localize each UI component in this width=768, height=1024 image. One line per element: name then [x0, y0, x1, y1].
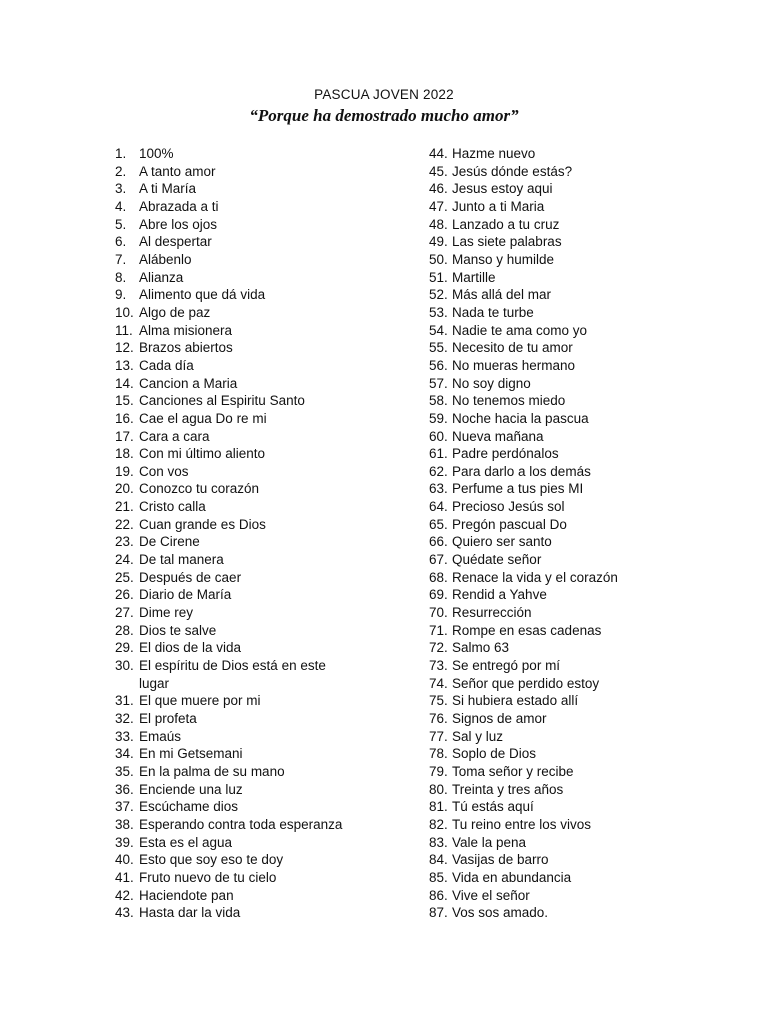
song-list-item: [429, 887, 749, 905]
song-title: Resurrección: [452, 605, 532, 621]
song-number: 79.: [429, 763, 448, 779]
song-title: Alimento que dá vida: [139, 287, 266, 303]
song-list-item: [429, 639, 749, 657]
song-title: De tal manera: [139, 552, 224, 568]
motto-heading: “Porque ha demostrado mucho amor”: [249, 106, 519, 125]
song-title: Las siete palabras: [452, 234, 562, 250]
song-title: No tenemos miedo: [452, 393, 566, 409]
song-number: 70.: [429, 605, 448, 621]
song-list-item: [115, 834, 415, 852]
song-list-item: [115, 198, 415, 216]
song-title: Vasijas de barro: [452, 852, 549, 868]
song-list-item: [115, 251, 415, 269]
song-number: 47.: [429, 198, 448, 214]
song-list-item: [429, 357, 749, 375]
song-list-item: [429, 180, 749, 198]
song-title: Cada día: [139, 357, 194, 373]
song-number: 16.: [115, 410, 134, 426]
song-number: 5.: [115, 216, 127, 232]
song-list-item: [115, 428, 415, 446]
song-title: Escúchame dios: [139, 799, 239, 815]
song-list-item: [115, 375, 415, 393]
song-title: Si hubiera estado allí: [452, 693, 579, 709]
song-number: 52.: [429, 287, 448, 303]
song-list-item: [115, 851, 415, 869]
song-list-item: [115, 622, 415, 640]
song-list-item: [115, 480, 415, 498]
song-title: Necesito de tu amor: [452, 340, 573, 356]
song-title: Jesús dónde estás?: [452, 163, 573, 179]
song-list-item: [115, 163, 415, 181]
song-title: Jesus estoy aqui: [452, 181, 553, 197]
song-number: 80.: [429, 781, 448, 797]
song-number: 27.: [115, 605, 134, 621]
song-title: A ti María: [139, 181, 197, 197]
song-number: 31.: [115, 693, 134, 709]
song-title: Canciones al Espiritu Santo: [139, 393, 305, 409]
song-number: 56.: [429, 357, 448, 373]
song-title: Emaús: [139, 728, 182, 744]
song-number: 30.: [115, 658, 134, 674]
song-list-item: [429, 322, 749, 340]
song-list-item: [115, 516, 415, 534]
song-title: Manso y humilde: [452, 251, 555, 267]
song-list-item: [115, 604, 415, 622]
song-number: 57.: [429, 375, 448, 391]
song-list-item: [429, 904, 749, 922]
song-list-item: [429, 604, 749, 622]
song-number: 25.: [115, 569, 134, 585]
song-number: 86.: [429, 887, 448, 903]
song-title: Se entregó por mí: [452, 658, 561, 674]
song-number: 74.: [429, 675, 448, 691]
song-title: El profeta: [139, 711, 197, 726]
song-list-item: [115, 533, 415, 551]
song-title: Perfume a tus pies MI: [452, 481, 584, 497]
song-number: 17.: [115, 428, 134, 444]
song-number: 42.: [115, 887, 134, 903]
song-list-item: [429, 498, 749, 516]
song-list-item: [429, 834, 749, 852]
song-title: El dios de la vida: [139, 640, 242, 656]
song-title: Para darlo a los demás: [452, 463, 591, 479]
song-title: Cara a cara: [139, 428, 210, 444]
song-number: 8.: [115, 269, 127, 285]
song-number: 10.: [115, 304, 134, 320]
song-title: En la palma de su mano: [139, 763, 285, 779]
song-list-item: [429, 375, 749, 393]
song-list-item: [115, 498, 415, 516]
song-title: Después de caer: [139, 569, 242, 585]
song-number: 63.: [429, 481, 448, 497]
song-title: Toma señor y recibe: [452, 763, 574, 779]
song-list-item: [429, 622, 749, 640]
song-title: Cancion a Maria: [139, 375, 238, 391]
song-number: 62.: [429, 463, 448, 479]
song-number: 2.: [115, 163, 127, 179]
song-title: Rompe en esas cadenas: [452, 622, 602, 638]
song-title: De Cirene: [139, 534, 200, 550]
song-number: 48.: [429, 216, 448, 232]
song-title: Signos de amor: [452, 711, 547, 726]
song-list-item: [115, 728, 415, 746]
song-list-left-column: [115, 145, 415, 922]
song-number: 54.: [429, 322, 448, 338]
song-list-item: [429, 339, 749, 357]
song-title: No mueras hermano: [452, 357, 576, 373]
song-number: 37.: [115, 799, 134, 815]
song-list-item: [429, 445, 749, 463]
song-list-item: [429, 798, 749, 816]
song-number: 53.: [429, 304, 448, 320]
song-title: Vale la pena: [452, 834, 527, 850]
song-list-item: [429, 745, 749, 763]
song-title: Salmo 63: [452, 640, 510, 656]
song-list-item: [429, 657, 749, 675]
song-number: 45.: [429, 163, 448, 179]
song-title: Hazme nuevo: [452, 146, 536, 161]
song-title: Nueva mañana: [452, 428, 544, 444]
song-title: Soplo de Dios: [452, 746, 537, 762]
song-number: 15.: [115, 393, 134, 409]
song-number: 20.: [115, 481, 134, 497]
song-list-item: [429, 145, 749, 163]
song-list-item: [115, 269, 415, 287]
song-list-item: [429, 533, 749, 551]
song-list-item: [115, 798, 415, 816]
song-list-item: [115, 816, 415, 834]
song-number: 77.: [429, 728, 448, 744]
song-number: 59.: [429, 410, 448, 426]
song-number: 61.: [429, 446, 448, 462]
song-number: 26.: [115, 587, 134, 603]
song-number: 72.: [429, 640, 448, 656]
song-list-item: [115, 180, 415, 198]
song-number: 35.: [115, 763, 134, 779]
song-number: 84.: [429, 852, 448, 868]
song-title: Señor que perdido estoy: [452, 675, 600, 691]
song-list-item: [429, 410, 749, 428]
song-number: 73.: [429, 658, 448, 674]
song-number: 7.: [115, 251, 127, 267]
song-list-item: [429, 675, 749, 693]
song-title: Vos sos amado.: [452, 905, 549, 921]
song-number: 67.: [429, 552, 448, 568]
song-title: Nada te turbe: [452, 304, 534, 320]
song-number: 22.: [115, 516, 134, 532]
song-list-item: [115, 904, 415, 922]
song-number: 43.: [115, 905, 134, 921]
song-number: 34.: [115, 746, 134, 762]
song-list-item: [429, 569, 749, 587]
song-title: No soy digno: [452, 375, 531, 391]
song-title: Abre los ojos: [139, 216, 218, 232]
song-title: Haciendote pan: [139, 887, 234, 903]
song-list-item: [115, 710, 415, 728]
song-title: Esperando contra toda esperanza: [139, 816, 343, 832]
song-list-item: [429, 692, 749, 710]
song-number: 65.: [429, 516, 448, 532]
song-number: 24.: [115, 552, 134, 568]
song-list-item: [115, 887, 415, 905]
song-title: Hasta dar la vida: [139, 905, 241, 921]
song-title: Abrazada a ti: [139, 198, 219, 214]
song-list-item: [115, 657, 415, 692]
song-list-item: [115, 339, 415, 357]
song-title: A tanto amor: [139, 163, 216, 179]
song-title: El espíritu de Dios está en este lugar: [139, 658, 326, 691]
song-list-item: [115, 463, 415, 481]
song-number: 4.: [115, 198, 127, 214]
song-list-item: [429, 463, 749, 481]
song-list-item: [429, 251, 749, 269]
song-list-item: [429, 728, 749, 746]
song-title: Noche hacia la pascua: [452, 410, 589, 426]
song-number: 39.: [115, 834, 134, 850]
song-number: 83.: [429, 834, 448, 850]
song-number: 44.: [429, 146, 448, 161]
song-number: 21.: [115, 499, 134, 515]
song-list-item: [429, 586, 749, 604]
song-list-item: [115, 692, 415, 710]
song-list-item: [115, 145, 415, 163]
song-list-item: [115, 569, 415, 587]
song-list-item: [115, 286, 415, 304]
song-number: 9.: [115, 287, 127, 303]
song-title: Pregón pascual Do: [452, 516, 567, 532]
song-number: 87.: [429, 905, 448, 921]
song-number: 28.: [115, 622, 134, 638]
song-list-item: [115, 322, 415, 340]
song-number: 66.: [429, 534, 448, 550]
song-title: Quédate señor: [452, 552, 542, 568]
song-title: Fruto nuevo de tu cielo: [139, 869, 277, 885]
song-title: Padre perdónalos: [452, 446, 559, 462]
song-title: Algo de paz: [139, 304, 211, 320]
song-number: 81.: [429, 799, 448, 815]
song-title: Tu reino entre los vivos: [452, 816, 592, 832]
song-title: Precioso Jesús sol: [452, 499, 565, 515]
song-title: Vida en abundancia: [452, 869, 572, 885]
song-number: 46.: [429, 181, 448, 197]
song-list-item: [429, 216, 749, 234]
song-number: 55.: [429, 340, 448, 356]
song-number: 3.: [115, 181, 127, 197]
song-title: Cuan grande es Dios: [139, 516, 266, 532]
song-number: 36.: [115, 781, 134, 797]
song-number: 49.: [429, 234, 448, 250]
song-list-item: [115, 869, 415, 887]
song-list-item: [115, 639, 415, 657]
song-list-item: [429, 392, 749, 410]
song-number: 33.: [115, 728, 134, 744]
song-title: Treinta y tres años: [452, 781, 564, 797]
song-list-item: [115, 781, 415, 799]
song-title: Con mi último aliento: [139, 446, 266, 462]
song-title: Brazos abiertos: [139, 340, 233, 356]
song-number: 12.: [115, 340, 134, 356]
song-number: 58.: [429, 393, 448, 409]
song-list-item: [429, 428, 749, 446]
song-number: 82.: [429, 816, 448, 832]
song-title: Vive el señor: [452, 887, 530, 903]
song-title: Dime rey: [139, 605, 194, 621]
song-title: Dios te salve: [139, 622, 217, 638]
song-list-item: [429, 781, 749, 799]
song-title: Martille: [452, 269, 496, 285]
song-list-item: [429, 163, 749, 181]
song-list-item: [115, 233, 415, 251]
song-number: 68.: [429, 569, 448, 585]
song-list-item: [115, 392, 415, 410]
song-list-item: [429, 551, 749, 569]
song-list-item: [429, 286, 749, 304]
song-title: Alianza: [139, 269, 184, 285]
song-number: 64.: [429, 499, 448, 515]
song-number: 41.: [115, 869, 134, 885]
song-number: 60.: [429, 428, 448, 444]
event-title: PASCUA JOVEN 2022: [314, 87, 454, 102]
song-number: 75.: [429, 693, 448, 709]
song-title: Conozco tu corazón: [139, 481, 260, 497]
song-title: 100%: [139, 146, 174, 161]
song-number: 19.: [115, 463, 134, 479]
song-title: Esta es el agua: [139, 834, 233, 850]
song-title: Junto a ti Maria: [452, 198, 545, 214]
song-number: 11.: [115, 322, 133, 338]
song-number: 40.: [115, 852, 134, 868]
song-title: Al despertar: [139, 234, 212, 250]
song-number: 85.: [429, 869, 448, 885]
song-list-item: [429, 198, 749, 216]
song-title: Rendid a Yahve: [452, 587, 547, 603]
song-number: 6.: [115, 234, 127, 250]
song-title: Quiero ser santo: [452, 534, 552, 550]
song-title: Más allá del mar: [452, 287, 552, 303]
song-list-item: [429, 763, 749, 781]
song-list-item: [429, 851, 749, 869]
song-title: Cae el agua Do re mi: [139, 410, 267, 426]
song-list-item: [115, 304, 415, 322]
song-title: El que muere por mi: [139, 693, 261, 709]
song-title: Alábenlo: [139, 251, 192, 267]
song-number: 29.: [115, 640, 134, 656]
song-title: Diario de María: [139, 587, 232, 603]
song-number: 32.: [115, 711, 134, 726]
song-number: 50.: [429, 251, 448, 267]
song-list-item: [115, 445, 415, 463]
song-title: Lanzado a tu cruz: [452, 216, 560, 232]
song-number: 76.: [429, 711, 448, 726]
song-title: Con vos: [139, 463, 189, 479]
song-title: Alma misionera: [139, 322, 233, 338]
song-list-item: [115, 216, 415, 234]
song-list-item: [429, 710, 749, 728]
song-list-item: [115, 551, 415, 569]
song-list-item: [115, 763, 415, 781]
song-list-item: [429, 869, 749, 887]
song-title: Enciende una luz: [139, 781, 243, 797]
song-title: Cristo calla: [139, 499, 206, 515]
song-number: 14.: [115, 375, 134, 391]
song-list-item: [115, 745, 415, 763]
song-list-item: [429, 304, 749, 322]
song-number: 13.: [115, 357, 134, 373]
song-number: 23.: [115, 534, 134, 550]
song-number: 18.: [115, 446, 134, 462]
song-title: Tú estás aquí: [452, 799, 534, 815]
song-title: Esto que soy eso te doy: [139, 852, 284, 868]
song-list-item: [429, 233, 749, 251]
song-title: Nadie te ama como yo: [452, 322, 588, 338]
song-title: En mi Getsemani: [139, 746, 243, 762]
song-list-item: [115, 357, 415, 375]
song-number: 78.: [429, 746, 448, 762]
song-list-item: [429, 269, 749, 287]
song-number: 69.: [429, 587, 448, 603]
song-list-right-column: [429, 145, 749, 922]
song-list-item: [115, 586, 415, 604]
song-title: Renace la vida y el corazón: [452, 569, 618, 585]
song-number: 51.: [429, 269, 448, 285]
song-number: 1.: [115, 146, 127, 161]
song-list-item: [429, 480, 749, 498]
document-header: [0, 86, 768, 127]
song-number: 71.: [429, 622, 448, 638]
song-list-item: [115, 410, 415, 428]
song-number: 38.: [115, 816, 134, 832]
song-list-item: [429, 816, 749, 834]
song-title: Sal y luz: [452, 728, 504, 744]
song-list-item: [429, 516, 749, 534]
